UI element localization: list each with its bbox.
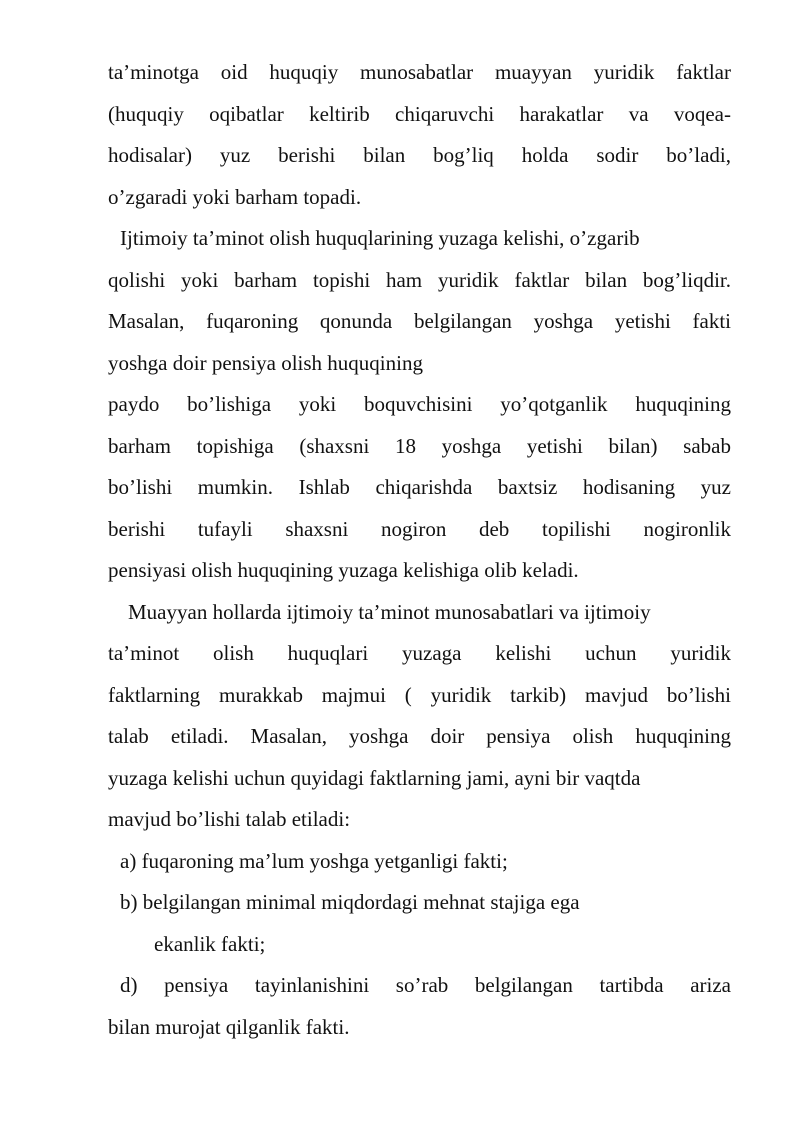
text-line: paydo bo’lishiga yoki boquvchisini yo’qotganlik huquqining (108, 392, 731, 416)
text-line: ta’minot olish huquqlari yuzaga kelishi uchun yuridik (108, 641, 731, 665)
text-line: (huquqiy oqibatlar keltirib chiqaruvchi harakatlar va voqea- (108, 101, 731, 126)
list-item-d-continued: bilan murojat qilganlik fakti. (108, 1014, 350, 1039)
list-item-b-continued: ekanlik fakti; (154, 931, 266, 956)
text-line: Muayyan hollarda ijtimoiy ta’minot munosabatlari va ijtimoiy (128, 599, 651, 624)
text-line: hodisalar) yuz berishi bilan bog’liq holda sodir bo’ladi, (108, 143, 731, 167)
text-line: yuzaga kelishi uchun quyidagi faktlarning jami, ayni bir vaqtda (108, 765, 641, 790)
paragraph-1 (108, 52, 731, 218)
text-line: mavjud bo’lishi talab etiladi: (108, 807, 351, 831)
requirements-list (108, 841, 731, 1049)
text-line: yoshga doir pensiya olish huquqining (108, 350, 423, 375)
text-line: faktlarning murakkab majmui ( yuridik tarkib) mavjud bo’lishi (108, 682, 731, 707)
document-page (108, 52, 731, 1048)
text-line: berishi tufayli shaxsni nogiron deb topilishi nogironlik (108, 516, 731, 541)
text-line: pensiyasi olish huquqining yuzaga kelishiga olib keladi. (108, 558, 579, 582)
list-item-b: b) belgilangan minimal miqdordagi mehnat stajiga ega (120, 890, 580, 914)
text-line: qolishi yoki barham topishi ham yuridik faktlar bilan bog’liqdir. (108, 267, 731, 292)
list-item-a: a) fuqaroning ma’lum yoshga yetganligi fakti; (120, 848, 508, 873)
text-line: Ijtimoiy ta’minot olish huquqlarining yuzaga kelishi, o’zgarib (120, 226, 640, 250)
paragraph-2 (108, 218, 731, 592)
text-line: talab etiladi. Masalan, yoshga doir pensiya olish huquqining (108, 724, 731, 748)
text-line: bo’lishi mumkin. Ishlab chiqarishda baxtsiz hodisaning yuz (108, 475, 731, 499)
text-line: o’zgaradi yoki barham topadi. (108, 184, 362, 209)
list-item-d: d) pensiya tayinlanishini so’rab belgilangan tartibda ariza (120, 973, 731, 997)
paragraph-3 (108, 592, 731, 841)
text-line: barham topishiga (shaxsni 18 yoshga yetishi bilan) sabab (108, 433, 731, 458)
text-line: ta’minotga oid huquqiy munosabatlar muayyan yuridik faktlar (108, 60, 731, 84)
text-line: Masalan, fuqaroning qonunda belgilangan yoshga yetishi fakti (108, 309, 731, 333)
